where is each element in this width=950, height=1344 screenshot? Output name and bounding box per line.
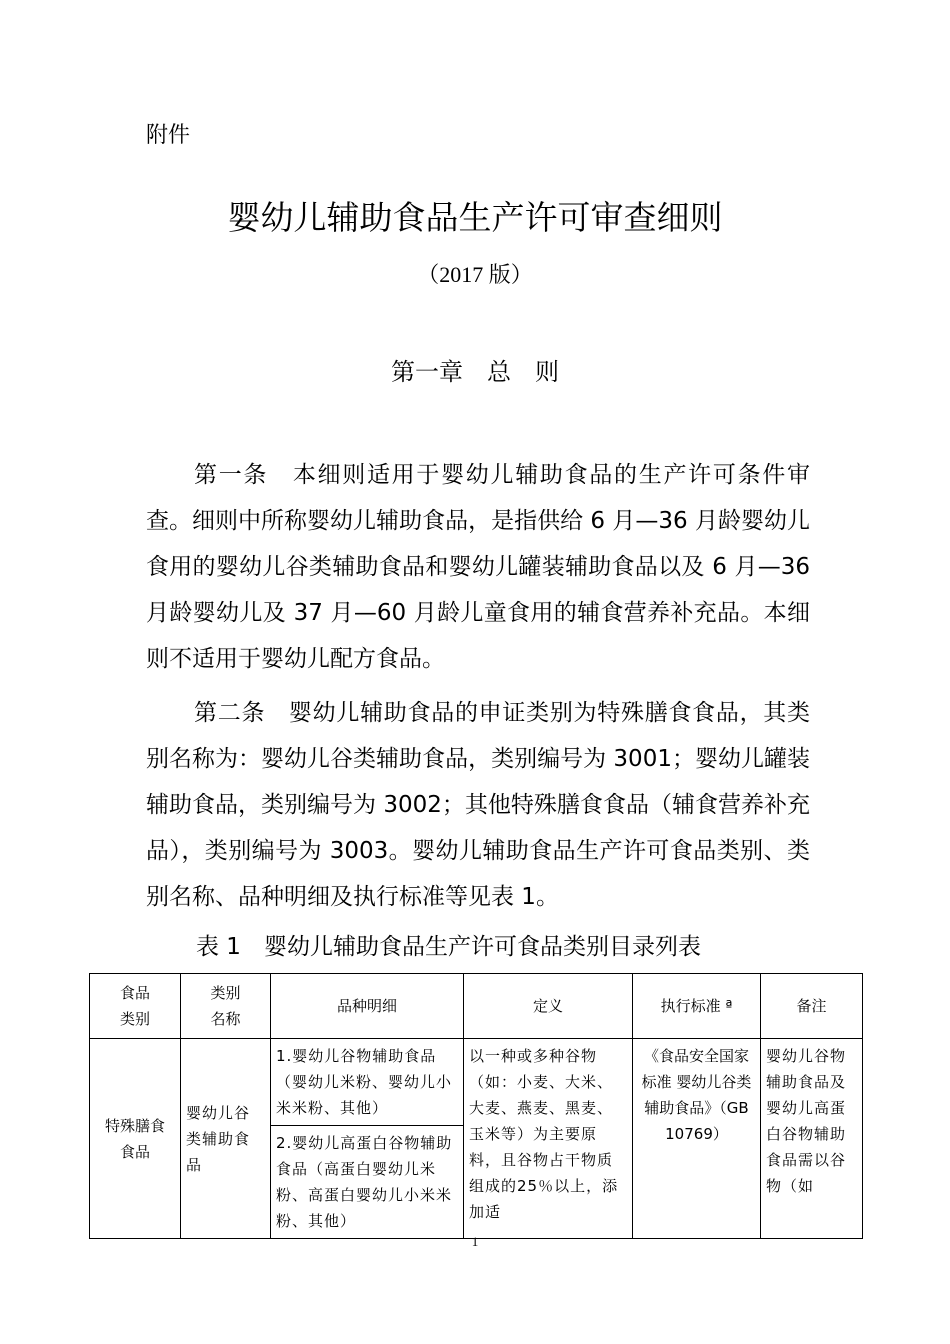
cell-definition: 以一种或多种谷物（如：小麦、大米、大麦、燕麦、黑麦、玉米等）为主要原料，且谷物占干物质组成的25％以上，添加适 <box>464 1039 633 1239</box>
header-remark: 备注 <box>761 974 863 1039</box>
article-2-label: 第二条 <box>194 700 266 726</box>
chapter-heading: 第一章 总 则 <box>391 358 559 386</box>
header-standard: 执行标准 ª <box>633 974 761 1039</box>
edition-label: （2017 版） <box>417 262 533 287</box>
cell-variety-2: 2.婴幼儿高蛋白谷物辅助食品（高蛋白婴幼儿米粉、高蛋白婴幼儿小米米粉、其他） <box>271 1126 464 1239</box>
category-table <box>89 973 863 1239</box>
cell-standard: 《食品安全国家标准 婴幼儿谷类辅助食品》（GB 10769） <box>633 1039 761 1239</box>
table-caption: 表 1 婴幼儿辅助食品生产许可食品类别目录列表 <box>196 934 701 960</box>
table-row <box>90 1039 863 1126</box>
page-number: 1 <box>471 1234 479 1249</box>
cell-remark: 婴幼儿谷物辅助食品及婴幼儿高蛋白谷物辅助食品需以谷物（如 <box>761 1039 863 1239</box>
header-category-name: 类别 名称 <box>181 974 271 1039</box>
article-1 <box>146 452 810 682</box>
article-1-text: 本细则适用于婴幼儿辅助食品的生产许可条件审查。细则中所称婴幼儿辅助食品，是指供给 6 月—36 月龄婴幼儿食用的婴幼儿谷类辅助食品和婴幼儿罐装辅助食品以及 6 月—36 月龄婴幼儿及 37 月—60 月龄儿童食用的辅食营养补充品。本细则不适用于婴幼儿配方食品。 <box>146 462 811 672</box>
header-food-category: 食品 类别 <box>90 974 181 1039</box>
cell-category-name: 婴幼儿谷类辅助食品 <box>181 1039 271 1239</box>
attachment-label: 附件 <box>146 123 191 148</box>
article-2 <box>146 690 810 920</box>
cell-food-category: 特殊膳食食品 <box>90 1039 181 1239</box>
header-definition: 定义 <box>464 974 633 1039</box>
table-header-row <box>90 974 863 1039</box>
document-title: 婴幼儿辅助食品生产许可审查细则 <box>227 198 723 237</box>
article-2-text: 婴幼儿辅助食品的申证类别为特殊膳食食品，其类别名称为：婴幼儿谷类辅助食品，类别编号为 3001；婴幼儿罐装辅助食品，类别编号为 3002；其他特殊膳食食品（辅食营养补充品），类别编号为 3003。婴幼儿辅助食品生产许可食品类别、类别名称、品种明细及执行标准等见表 1。 <box>146 700 811 910</box>
header-varieties: 品种明细 <box>271 974 464 1039</box>
cell-variety-1: 1.婴幼儿谷物辅助食品（婴幼儿米粉、婴幼儿小米米粉、其他） <box>271 1039 464 1126</box>
article-1-label: 第一条 <box>194 462 269 488</box>
